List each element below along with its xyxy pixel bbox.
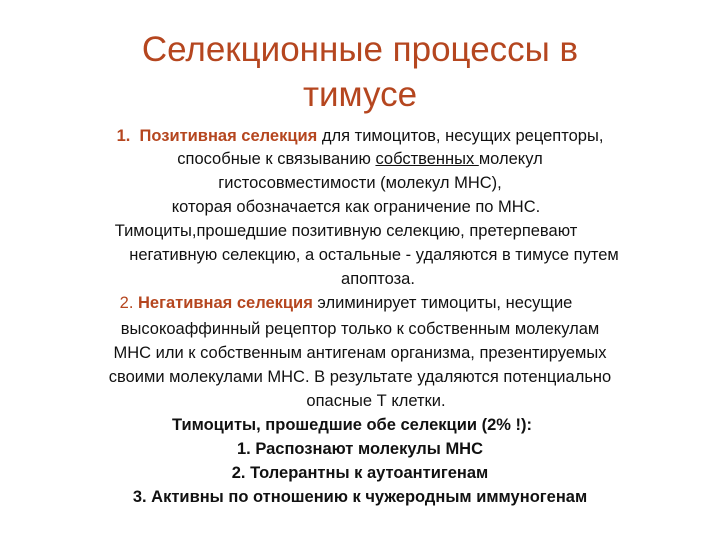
p2-line-5: опасные Т клетки.: [306, 392, 446, 410]
summary-heading: Тимоциты, прошедшие обе селекции (2% !):: [172, 416, 532, 434]
p1-line-7: апоптоза.: [341, 270, 415, 288]
title-line-2: тимусе: [302, 75, 418, 114]
p2-line-4: своими молекулами MHC. В результате удаляются потенциально: [108, 368, 612, 386]
p2-line-2: высокоаффинный рецептор только к собственным молекулам: [120, 320, 600, 338]
p1-underlined-word: собственных: [375, 150, 479, 168]
p1-number: 1.: [116, 127, 131, 145]
p1-line-2-pre: способные к связыванию: [177, 150, 376, 168]
p1-line-4: которая обозначается как ограничение по MHC.: [171, 198, 541, 216]
p1-line-2-post: молекул: [478, 150, 543, 168]
slide-title: [40, 27, 680, 117]
p2-number: 2.: [119, 294, 138, 312]
p1-line-2: [0, 148, 720, 170]
p1-line-6: негативную селекцию, а остальные - удаляются в тимусе путем: [129, 246, 619, 264]
p1-line-5: Тимоциты,прошедшие позитивную селекцию, претерпевают: [114, 222, 578, 240]
summary-item-2: 2. Толерантны к аутоантигенам: [231, 464, 489, 482]
p2-line-3: MHC или к собственным антигенам организма, презентируемых: [113, 344, 607, 362]
summary-item-3: 3. Активны по отношению к чужеродным иммуногенам: [132, 488, 588, 506]
summary-item-1: 1. Распознают молекулы MHC: [236, 440, 484, 458]
p1-term: Позитивная селекция: [139, 127, 318, 145]
p2-line-1: [0, 292, 706, 314]
p2-term: Негативная селекция: [138, 294, 313, 312]
p1-line-1: [0, 125, 720, 147]
p1-line-1-rest: для тимоцитов, несущих рецепторы,: [317, 127, 604, 145]
p2-line-1-rest: элиминирует тимоциты, несущие: [312, 294, 573, 312]
title-line-1: Селекционные процессы в: [141, 30, 579, 69]
p1-line-3: гистосовместимости (молекул MHC),: [218, 174, 502, 192]
